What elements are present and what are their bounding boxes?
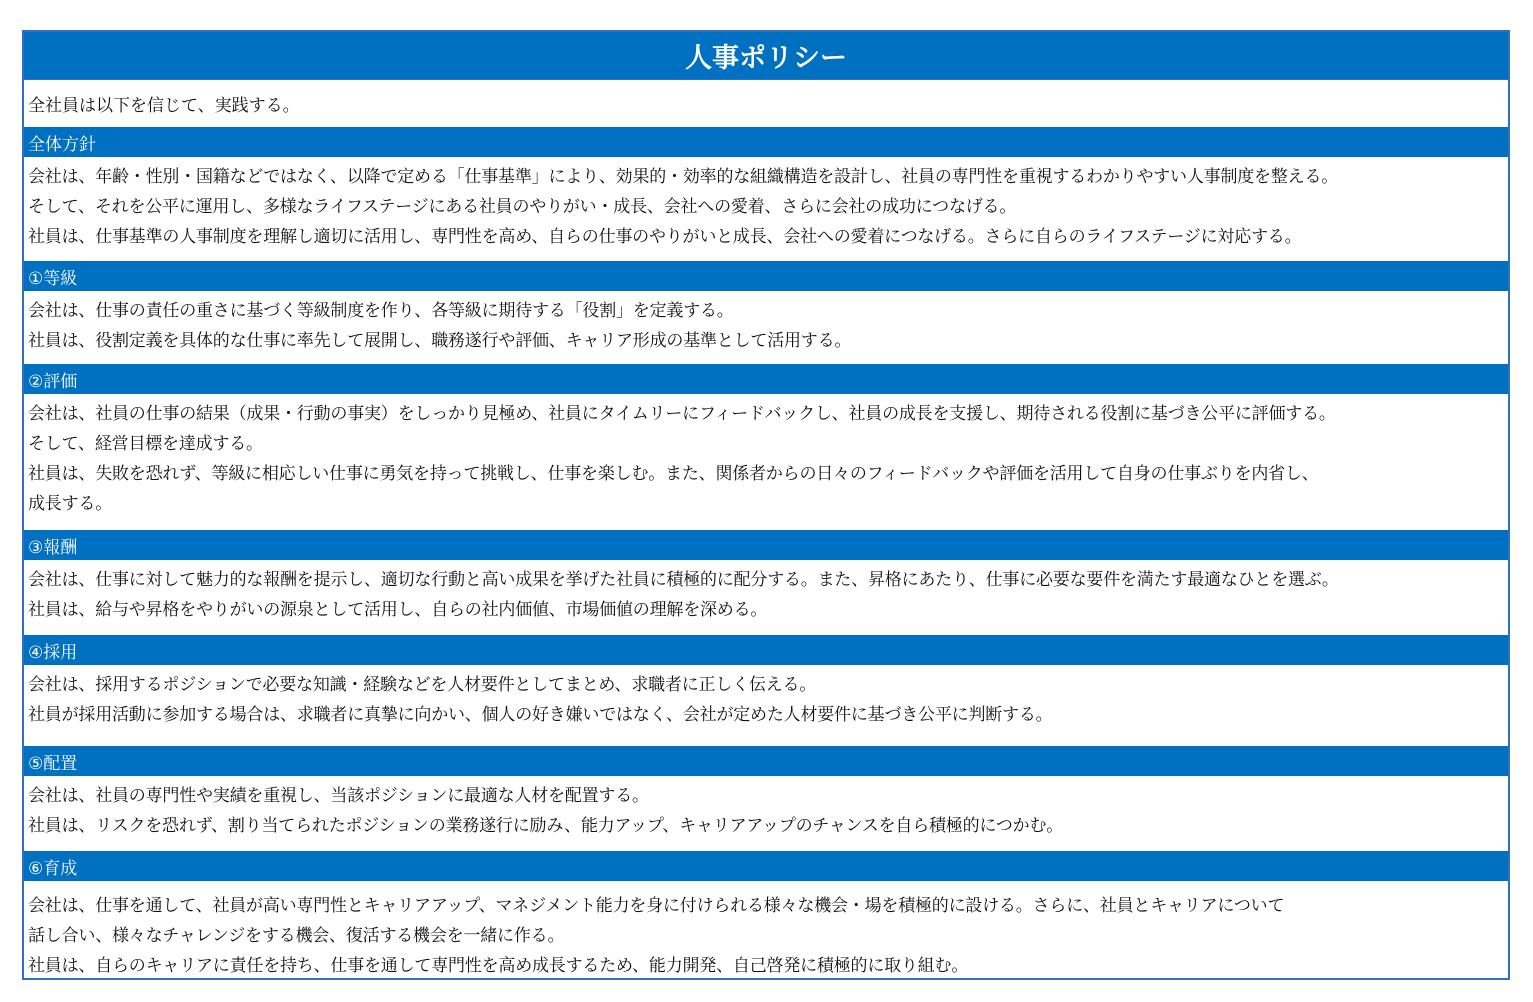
section-header-placement: ⑤配置 [24, 746, 1508, 776]
section-line: 会社は、採用するポジションで必要な知識・経験などを人材要件としてまとめ、求職者に正しく伝える。 [28, 675, 817, 695]
section-header-compensation: ③報酬 [24, 530, 1508, 560]
section-line: 社員は、自らのキャリアに責任を持ち、仕事を通して専門性を高め成長するため、能力開発、自己啓発に積極的に取り組む。 [28, 956, 969, 976]
section-line: 会社は、仕事に対して魅力的な報酬を提示し、適切な行動と高い成果を挙げた社員に積極的に配分する。また、昇格にあたり、仕事に必要な要件を満たす最適なひとを選ぶ。 [28, 570, 1339, 590]
section-body-grade [24, 291, 1508, 364]
intro-text: 全社員は以下を信じて、実践する。 [28, 96, 300, 116]
section-line: 話し合い、様々なチャレンジをする機会、復活する機会を一緒に作る。 [28, 926, 565, 946]
section-line: 社員は、仕事基準の人事制度を理解し適切に活用し、専門性を高め、自らの仕事のやりがいと成長、会社への愛着につなげる。さらに自らのライフステージに対応する。 [28, 227, 1302, 247]
section-line: 会社は、仕事の責任の重さに基づく等級制度を作り、各等級に期待する「役割」を定義する。 [28, 301, 734, 321]
section-line: 会社は、社員の専門性や実績を重視し、当該ポジションに最適な人材を配置する。 [28, 786, 649, 806]
section-header-evaluation: ②評価 [24, 364, 1508, 394]
section-body-compensation [24, 560, 1508, 635]
section-body-overall [24, 157, 1508, 261]
section-header-overall: 全体方針 [24, 127, 1508, 157]
section-body-recruitment [24, 665, 1508, 746]
section-header-development: ⑥育成 [24, 851, 1508, 881]
section-line: 社員は、リスクを恐れず、割り当てられたポジションの業務遂行に励み、能力アップ、キャリアアップのチャンスを自ら積極的につかむ。 [28, 816, 1064, 836]
section-line: 会社は、社員の仕事の結果（成果・行動の事実）をしっかり見極め、社員にタイムリーにフィードバックし、社員の成長を支援し、期待される役割に基づき公平に評価する。 [28, 404, 1336, 424]
section-line: 社員が採用活動に参加する場合は、求職者に真摯に向かい、個人の好き嫌いではなく、会社が定めた人材要件に基づき公平に判断する。 [28, 705, 1053, 725]
section-header-grade: ①等級 [24, 261, 1508, 291]
section-line: 会社は、年齢・性別・国籍などではなく、以降で定める「仕事基準」により、効果的・効率的な組織構造を設計し、社員の専門性を重視するわかりやすい人事制度を整える。 [28, 167, 1339, 187]
section-header-recruitment: ④採用 [24, 635, 1508, 665]
section-line: 社員は、給与や昇格をやりがいの源泉として活用し、自らの社内価値、市場価値の理解を深める。 [28, 600, 768, 620]
page-title: 人事ポリシー [24, 32, 1508, 80]
section-body-development [24, 881, 1508, 980]
section-body-evaluation [24, 394, 1508, 530]
section-line: そして、それを公平に運用し、多様なライフステージにある社員のやりがい・成長、会社への愛着、さらに会社の成功につなげる。 [28, 197, 1017, 217]
section-line: そして、経営目標を達成する。 [28, 434, 263, 454]
section-line: 成長する。 [28, 494, 112, 514]
hr-policy-table [22, 30, 1510, 980]
section-body-placement [24, 776, 1508, 851]
section-line: 社員は、役割定義を具体的な仕事に率先して展開し、職務遂行や評価、キャリア形成の基準として活用する。 [28, 331, 852, 351]
section-line: 会社は、仕事を通して、社員が高い専門性とキャリアアップ、マネジメント能力を身に付けられる様々な機会・場を積極的に設ける。さらに、社員とキャリアについて [28, 896, 1285, 916]
section-line: 社員は、失敗を恐れず、等級に相応しい仕事に勇気を持って挑戦し、仕事を楽しむ。また、関係者からの日々のフィードバックや評価を活用して自身の仕事ぶりを内省し、 [28, 464, 1319, 484]
